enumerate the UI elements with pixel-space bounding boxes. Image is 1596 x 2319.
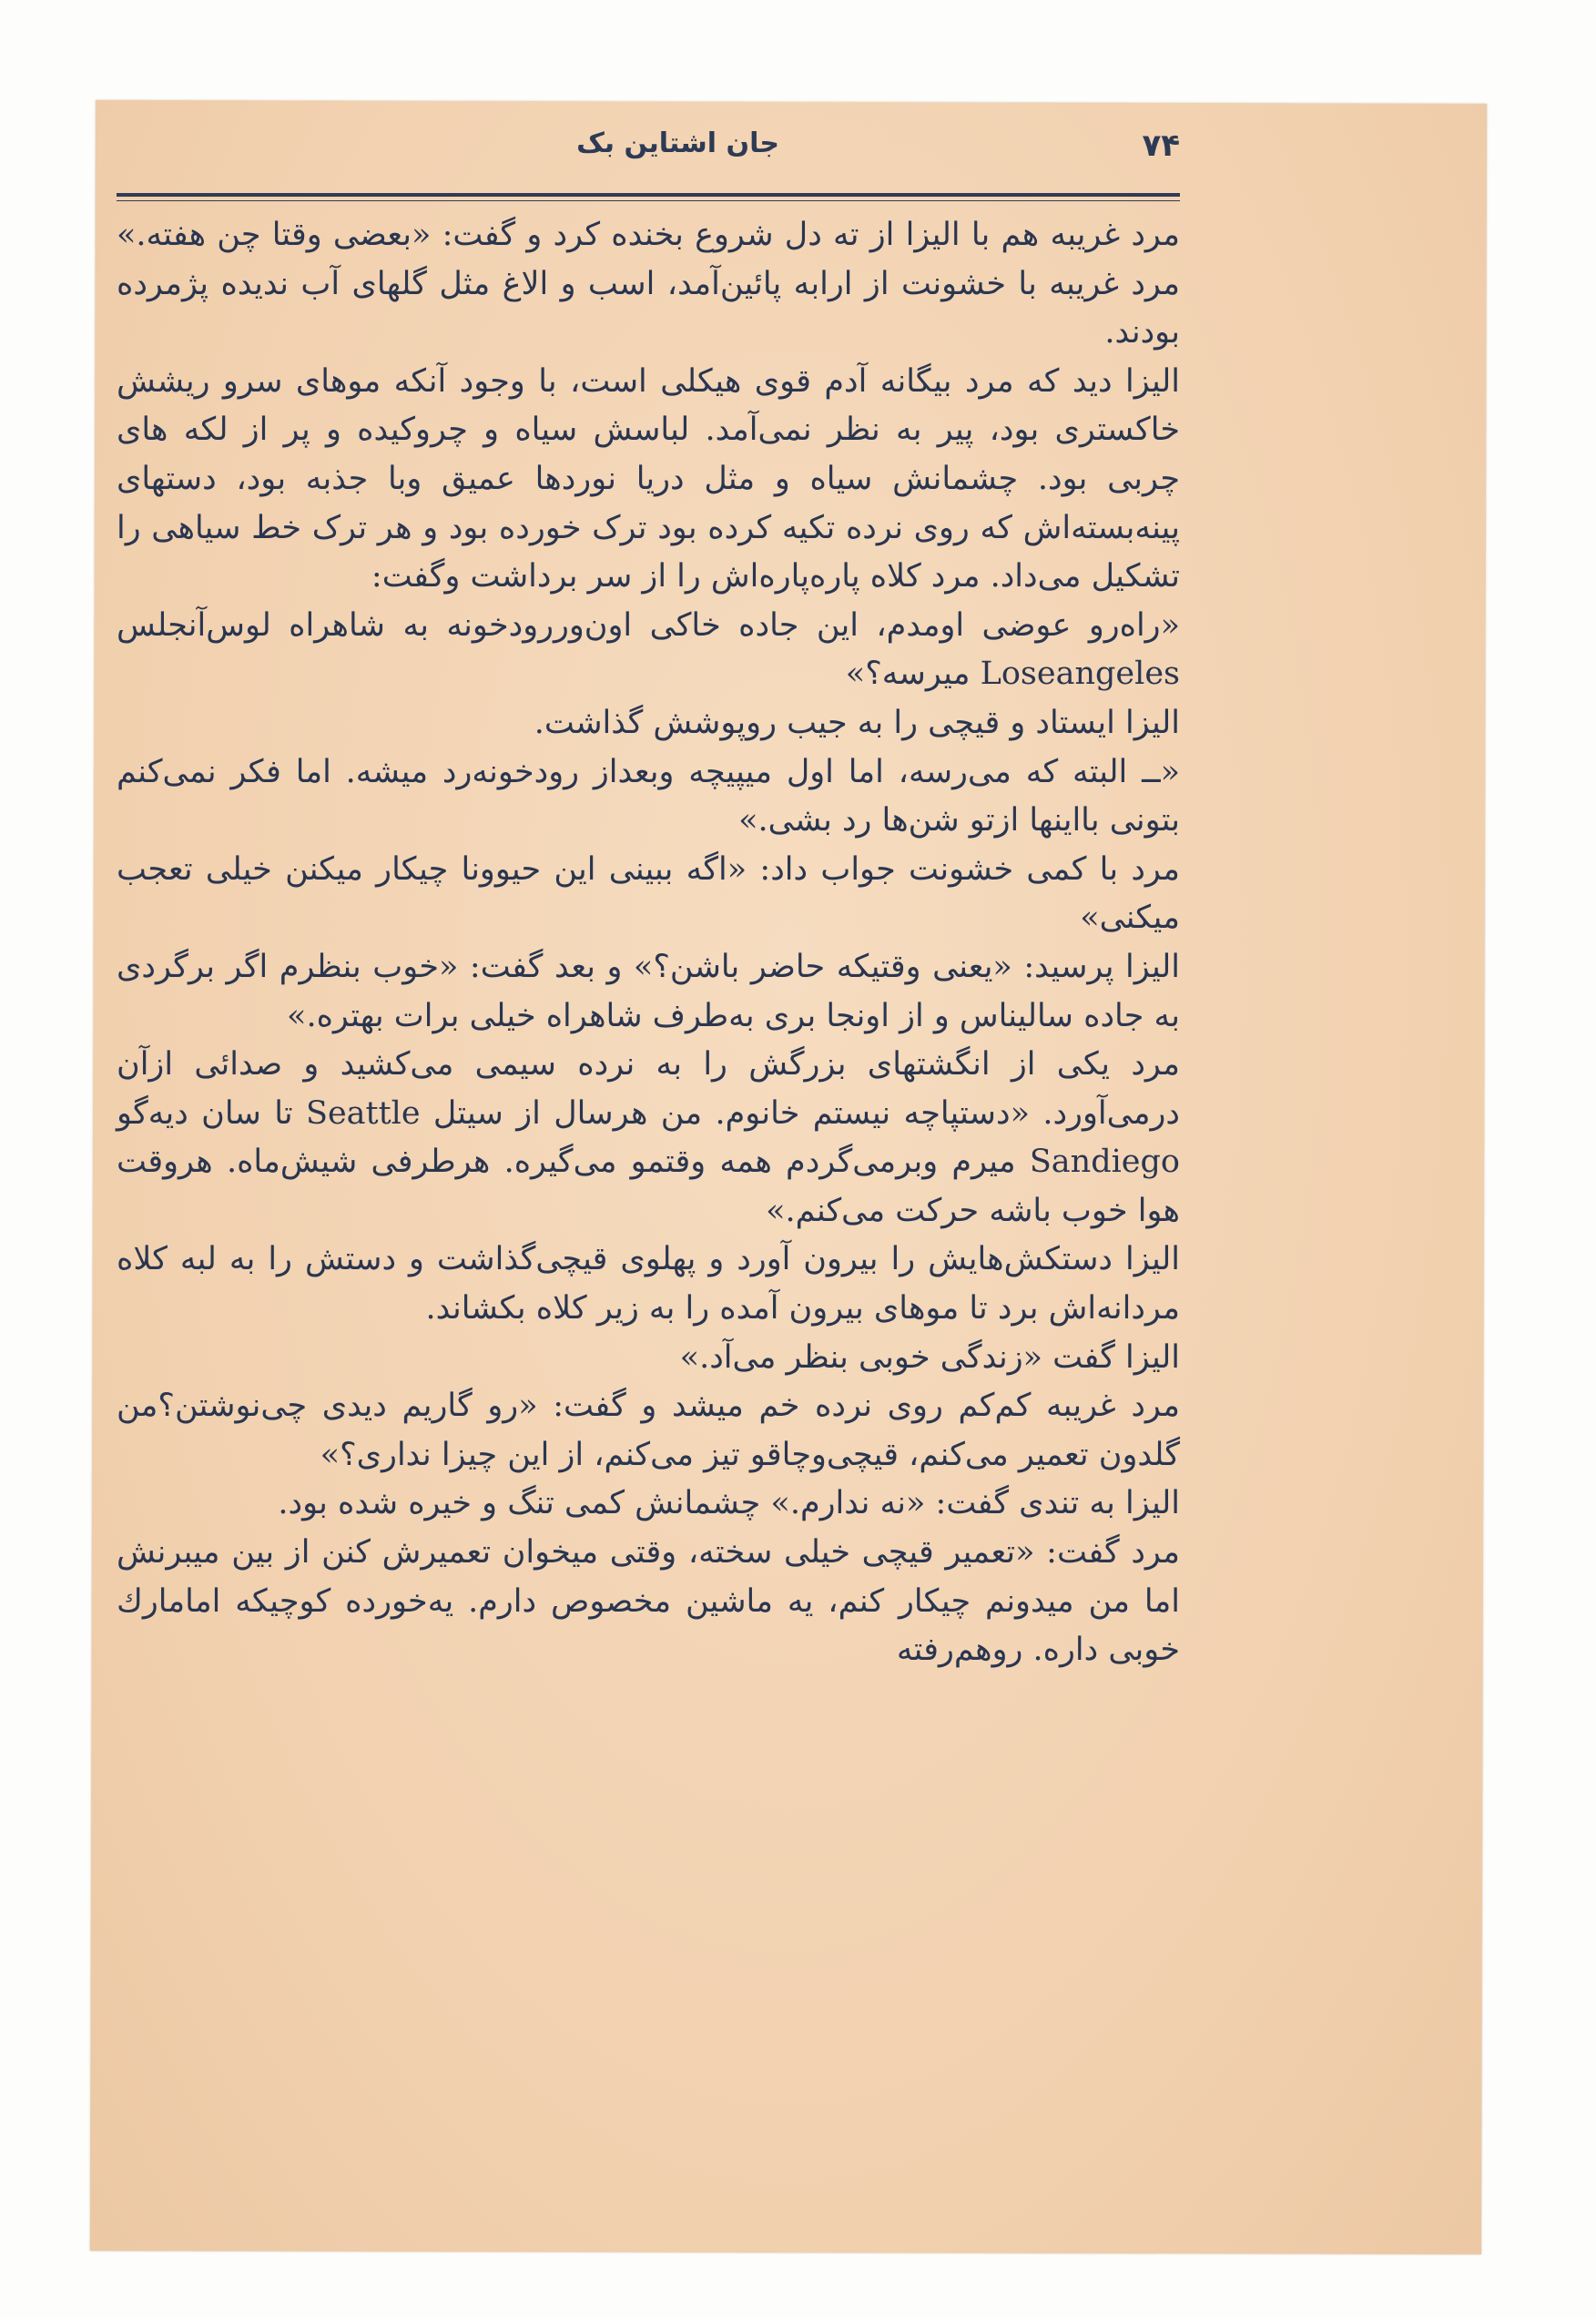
paragraph: الیزا پرسید: «یعنی وقتیکه حاضر باشن؟» و بعد گفت: «خوب بنظرم اگر برگردی به جاده سالیناس و از اونجا بری به‌طرف شاهراه خیلی برات بهتره.» xyxy=(117,948,1180,1034)
paragraph: الیزا دستکش‌هایش را بیرون آورد و پهلوی قیچی‌گذاشت و دستش را به لبه کلاه مردانه‌اش برد تا موهای بیرون آمده را به زیر کلاه بکشاند. xyxy=(117,1241,1180,1327)
page-header xyxy=(117,127,1180,191)
paragraph: الیزا دید که مرد بیگانه آدم قوی هیکلی است، با وجود آنکه موهای سرو ریشش خاکستری بود، پیر به نظر نمی‌آمد. لباسش سیاه و چروکیده و پر از لکه های چربی بود. چشمانش سیاه و مثل دریا نوردها عمیق وبا جذبه بود، دستهای پینه‌بسته‌اش که روی نرده تکیه کرده بود ترک خورده بود و هر ترک خط سیاهی را تشکیل می‌داد. مرد کلاه پاره‌پاره‌اش را از سر برداشت وگفت: xyxy=(117,362,1180,595)
paragraph: «راه‌رو عوضی اومدم، این جاده خاکی اون‌وررودخونه به شاهراه لوس‌آنجلس Loseangeles میرسه؟» xyxy=(117,606,1180,693)
running-title: جان اشتاین بک xyxy=(576,127,779,159)
paragraph: مرد غریبه هم با الیزا از ته دل شروع بخنده کرد و گفت: «بعضی وقتا چن هفته.» مرد غریبه با خشونت از ارابه پائین‌آمد، اسب و الاغ مثل گلهای آب ندیده پژمرده بودند. xyxy=(117,217,1180,351)
paragraph: «ــ البته که می‌رسه، اما اول میپیچه وبعداز رودخونه‌رد میشه. اما فکر نمی‌کنم بتونی بااینها ازتو شن‌ها رد بشی.» xyxy=(117,753,1180,839)
paragraph: الیزا گفت «زندگی خوبی بنظر می‌آد.» xyxy=(679,1338,1180,1376)
paragraph: مرد یکی از انگشتهای بزرگش را به نرده سیمی می‌کشید و صدائی ازآن درمی‌آورد. «دستپاچه نیستم خانوم. من هرسال از سیتل Seattle تا سان دیه‌گو Sandiego میرم وبرمی‌گردم همه وقتمو می‌گیره. هرطرفی شیش‌ماه. هروقت هوا خوب باشه حرکت می‌کنم.» xyxy=(117,1046,1180,1229)
page-body xyxy=(117,211,1180,1675)
paragraph: الیزا ایستاد و قیچی را به جیب روپوشش گذاشت. xyxy=(534,704,1180,741)
header-rule xyxy=(117,193,1180,197)
paragraph: مرد گفت: «تعمیر قیچی خیلی سخته، وقتی میخوان تعمیرش کنن از بین میبرنش اما من میدونم چیکار کنم، یه ماشین مخصوص دارم. یه‌خورده کوچیکه امامارك خوبی داره. روهم‌رفته xyxy=(117,1534,1180,1669)
page-number: ۷۴ xyxy=(1142,127,1180,164)
header-rule-thin xyxy=(117,200,1180,201)
paragraph: مرد غریبه کم‌کم روی نرده خم میشد و گفت: «رو گاریم دیدی چی‌نوشتن؟من گلدون تعمیر می‌کنم، قیچی‌وچاقو تیز می‌کنم، از این چیزا نداری؟» xyxy=(117,1388,1180,1473)
paragraph: الیزا به تندی گفت: «نه ندارم.» چشمانش کمی تنگ و خیره شده بود. xyxy=(278,1485,1180,1522)
paragraph: مرد با کمی خشونت جواب داد: «اگه ببینی این حیوونا چیکار میکنن خیلی تعجب میکنی» xyxy=(117,850,1180,937)
